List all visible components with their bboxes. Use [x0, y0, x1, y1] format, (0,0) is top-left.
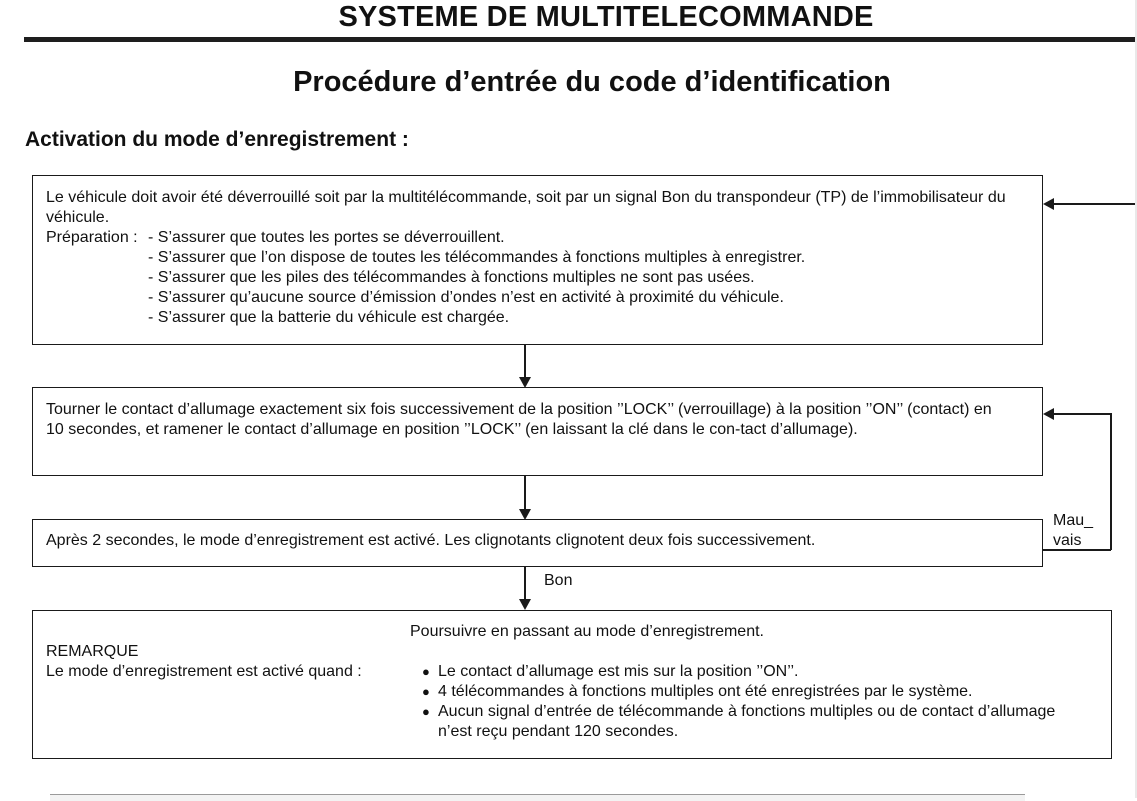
preparation-label: Préparation : [46, 229, 138, 246]
retry-arrow-head [1043, 408, 1054, 420]
condition-item [422, 662, 1068, 682]
remark-label: REMARQUE [46, 643, 139, 660]
step-3-text: Après 2 secondes, le mode d’enregistrement est activé. Les clignotants clignotent deux fois successivement. [46, 532, 816, 549]
preparation-list [148, 228, 1029, 328]
condition-text: Le contact d’allumage est mis sur la position ’’ON’’. [438, 663, 799, 680]
preparation-item: - S’assurer que toutes les portes se déverrouillent. [148, 229, 505, 246]
retry-connector-vertical [1110, 413, 1112, 550]
bullet-icon: ● [422, 684, 430, 699]
branch-label-bad-line2: vais [1053, 532, 1082, 549]
connector-1-2 [524, 345, 526, 377]
preparation-item: - S’assurer qu’aucune source d’émission d’ondes n’est en activité à proximité du véhicule. [148, 289, 784, 306]
condition-text: Aucun signal d’entrée de télécommande à fonctions multiples ou de contact d’allumage n’est reçu pendant 120 secondes. [438, 703, 1056, 740]
branch-label-good: Bon [544, 572, 573, 589]
branch-label-bad-line1: Mau_ [1053, 512, 1094, 529]
preparation-block [46, 228, 1029, 328]
step-2-box [32, 387, 1043, 476]
condition-text: 4 télécommandes à fonctions multiples ont été enregistrées par le système. [438, 683, 973, 700]
step-2-text: Tourner le contact d’allumage exactement six fois successivement de la position ’’LOCK’’ (verrouillage) à la position ’’ON’’ (contact) en 10 secondes, et ramener le contact d’allumage en position ’’LOCK’’ (en laissant la clé dans le con-tact d’allumage). [46, 401, 992, 438]
branch-label-bad [1053, 511, 1093, 551]
section-heading: Activation du mode d’enregistrement : [25, 128, 409, 151]
arrow-down-icon [519, 599, 531, 610]
document-title: SYSTEME DE MULTITELECOMMANDE [338, 1, 874, 33]
step-1-intro: Le véhicule doit avoir été déverrouillé soit par la multitélécommande, soit par un signal Bon du transpondeur (TP) de l’immobilisateur du véhicule. [46, 189, 1006, 226]
procedure-title: Procédure d’entrée du code d’identification [293, 66, 891, 98]
incoming-connector-line [1052, 203, 1136, 205]
connector-3-4 [524, 567, 526, 599]
bullet-icon: ● [422, 704, 430, 719]
step-1-box [32, 175, 1043, 345]
conditions-block [46, 662, 1098, 742]
step-3-box [32, 519, 1043, 567]
preparation-item: - S’assurer que l’on dispose de toutes les télécommandes à fonctions multiples à enregistrer. [148, 249, 806, 266]
title-rule [24, 37, 1136, 42]
step-4-heading: Poursuivre en passant au mode d’enregistrement. [410, 623, 764, 640]
preparation-item: - S’assurer que la batterie du véhicule est chargée. [148, 309, 510, 326]
preparation-item: - S’assurer que les piles des télécommandes à fonctions multiples ne sont pas usées. [148, 269, 755, 286]
connector-2-3 [524, 476, 526, 509]
conditions-list [422, 662, 1098, 742]
step-4-box [32, 610, 1112, 759]
condition-item [422, 702, 1068, 742]
bullet-icon: ● [422, 664, 430, 679]
condition-lead: Le mode d’enregistrement est activé quand : [46, 663, 362, 680]
condition-item [422, 682, 1068, 702]
incoming-arrow-head [1043, 198, 1054, 210]
retry-connector-top [1052, 413, 1111, 415]
